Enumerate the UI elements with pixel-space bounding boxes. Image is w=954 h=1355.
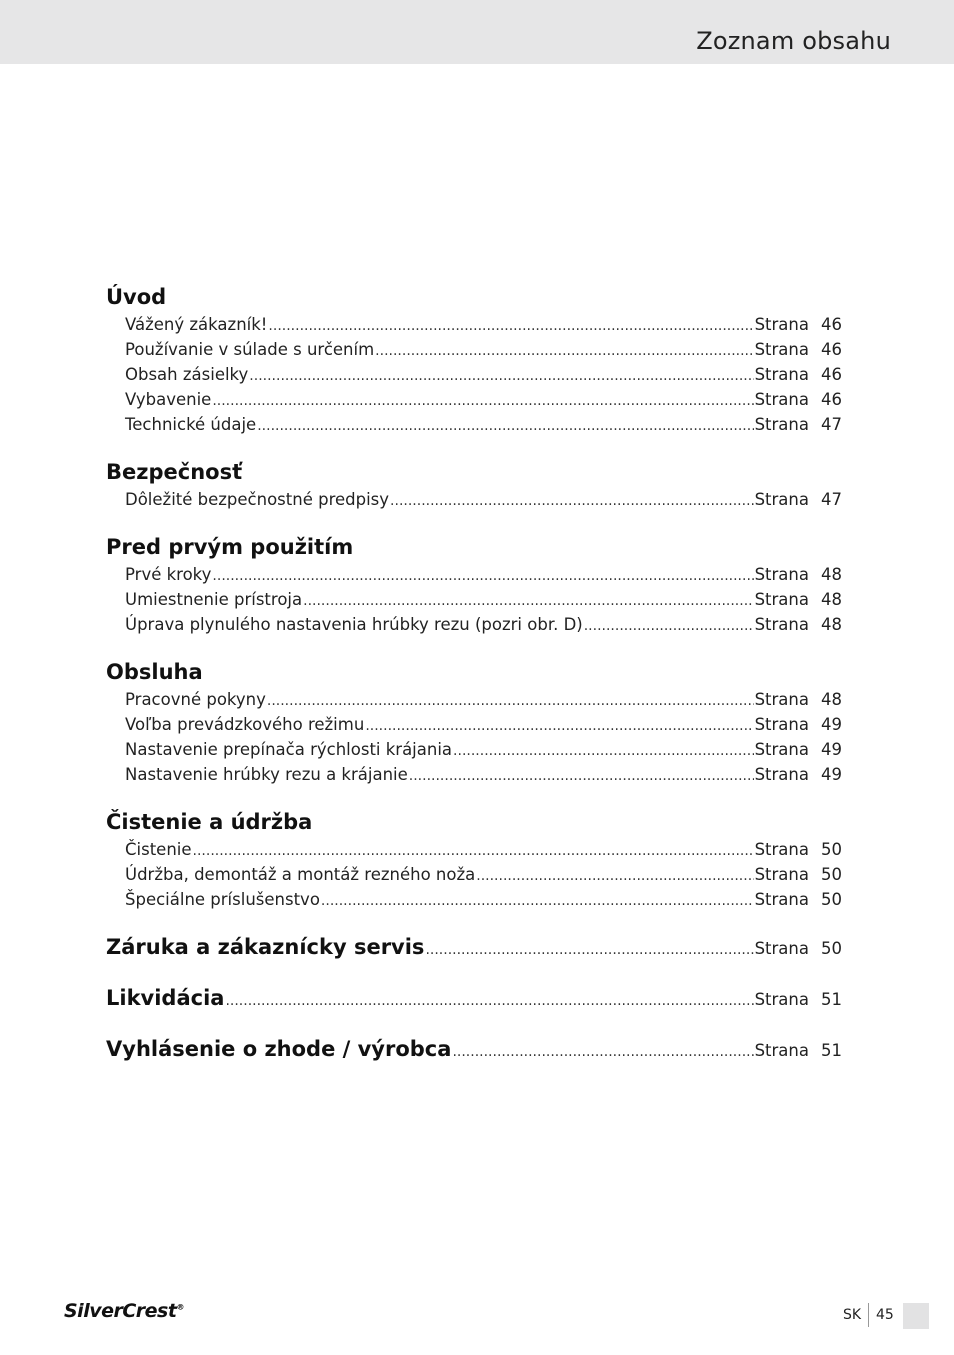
toc-entry[interactable]	[106, 387, 842, 412]
entry-page: 49	[821, 765, 842, 784]
toc-entry[interactable]	[106, 762, 842, 787]
entry-label: Čistenie	[125, 840, 192, 859]
dot-leader	[584, 614, 754, 639]
strana-label: Strana	[754, 1041, 809, 1060]
strana-label: Strana	[754, 690, 809, 709]
toc-top-entry-vyhlasenie[interactable]	[106, 1035, 842, 1064]
dot-leader	[257, 414, 753, 439]
toc-section-uvod	[106, 283, 842, 437]
entry-label: Úprava plynulého nastavenia hrúbky rezu (pozri obr. D)	[125, 615, 583, 634]
entry-page: 49	[821, 740, 842, 759]
entry-label: Vybavenie	[125, 390, 212, 409]
dot-leader	[212, 389, 753, 414]
strana-label: Strana	[754, 765, 809, 784]
dot-leader	[267, 689, 754, 714]
entry-page: 51	[821, 1041, 842, 1060]
strana-label: Strana	[754, 415, 809, 434]
toc-entry[interactable]	[106, 362, 842, 387]
dot-leader	[249, 364, 753, 389]
strana-label: Strana	[754, 365, 809, 384]
table-of-contents	[106, 283, 842, 1086]
entry-label: Umiestnenie prístroja	[125, 590, 303, 609]
page-number: 45	[876, 1307, 894, 1323]
entry-page: 48	[821, 690, 842, 709]
entry-page: 47	[821, 415, 842, 434]
dot-leader	[365, 714, 753, 739]
strana-label: Strana	[754, 590, 809, 609]
logo-text: SilverCrest	[64, 1300, 177, 1322]
toc-entry[interactable]	[106, 712, 842, 737]
dot-leader	[303, 589, 753, 614]
strana-label: Strana	[754, 490, 809, 509]
footer-divider	[868, 1303, 869, 1327]
entry-page: 50	[821, 865, 842, 884]
toc-entry[interactable]	[106, 487, 842, 512]
entry-page: 47	[821, 490, 842, 509]
page-title: Zoznam obsahu	[696, 27, 891, 55]
toc-entry[interactable]	[106, 862, 842, 887]
entry-page: 46	[821, 365, 842, 384]
strana-label: Strana	[754, 315, 809, 334]
section-heading: Pred prvým použitím	[106, 535, 354, 559]
entry-label: Pracovné pokyny	[125, 690, 266, 709]
entry-page: 51	[821, 990, 842, 1009]
entry-label: Vážený zákazník!	[125, 315, 268, 334]
entry-page: 50	[821, 939, 842, 958]
language-code: SK	[843, 1307, 862, 1323]
toc-entry[interactable]	[106, 737, 842, 762]
strana-label: Strana	[754, 840, 809, 859]
toc-entry[interactable]	[106, 562, 842, 587]
toc-section-cistenie-a-udrzba	[106, 808, 842, 912]
dot-leader	[390, 489, 754, 514]
silvercrest-logo	[64, 1300, 184, 1322]
dot-leader	[375, 339, 753, 364]
strana-label: Strana	[754, 390, 809, 409]
toc-entry[interactable]	[106, 612, 842, 637]
dot-leader	[268, 314, 753, 339]
toc-entry[interactable]	[106, 412, 842, 437]
entry-page: 46	[821, 390, 842, 409]
page-tab-marker	[903, 1303, 929, 1329]
entry-label: Technické údaje	[125, 415, 257, 434]
dot-leader	[321, 889, 754, 914]
strana-label: Strana	[754, 615, 809, 634]
entry-page: 50	[821, 890, 842, 909]
entry-label: Vyhlásenie o zhode / výrobca	[106, 1037, 452, 1061]
section-heading: Obsluha	[106, 660, 203, 684]
entry-label: Nastavenie hrúbky rezu a krájanie	[125, 765, 408, 784]
dot-leader	[409, 764, 754, 789]
toc-entry[interactable]	[106, 687, 842, 712]
strana-label: Strana	[754, 865, 809, 884]
entry-label: Obsah zásielky	[125, 365, 249, 384]
strana-label: Strana	[754, 939, 809, 958]
dot-leader	[212, 564, 753, 589]
entry-label: Nastavenie prepínača rýchlosti krájania	[125, 740, 453, 759]
entry-page: 46	[821, 315, 842, 334]
section-heading: Bezpečnosť	[106, 460, 243, 484]
entry-label: Záruka a zákaznícky servis	[106, 935, 425, 959]
strana-label: Strana	[754, 340, 809, 359]
entry-label: Používanie v súlade s určením	[125, 340, 375, 359]
dot-leader	[425, 936, 753, 965]
entry-page: 48	[821, 565, 842, 584]
entry-label: Špeciálne príslušenstvo	[125, 890, 320, 909]
dot-leader	[452, 1038, 753, 1067]
strana-label: Strana	[754, 890, 809, 909]
toc-top-entry-zaruka[interactable]	[106, 933, 842, 962]
entry-label: Likvidácia	[106, 986, 225, 1010]
entry-label: Údržba, demontáž a montáž rezného noža	[125, 865, 476, 884]
strana-label: Strana	[754, 715, 809, 734]
entry-label: Dôležité bezpečnostné predpisy	[125, 490, 390, 509]
toc-entry[interactable]	[106, 587, 842, 612]
registered-mark: ®	[176, 1302, 184, 1312]
entry-page: 48	[821, 590, 842, 609]
toc-entry[interactable]	[106, 887, 842, 912]
strana-label: Strana	[754, 990, 809, 1009]
toc-entry[interactable]	[106, 837, 842, 862]
toc-entry[interactable]	[106, 337, 842, 362]
dot-leader	[193, 839, 754, 864]
entry-page: 48	[821, 615, 842, 634]
section-heading: Úvod	[106, 285, 167, 309]
entry-label: Prvé kroky	[125, 565, 212, 584]
entry-label: Voľba prevádzkového režimu	[125, 715, 365, 734]
strana-label: Strana	[754, 565, 809, 584]
dot-leader	[225, 987, 753, 1016]
toc-section-pred-prvym-pouzitim	[106, 533, 842, 637]
dot-leader	[476, 864, 753, 889]
toc-entry[interactable]	[106, 312, 842, 337]
toc-section-bezpecnost	[106, 458, 842, 512]
dot-leader	[453, 739, 754, 764]
section-heading: Čistenie a údržba	[106, 810, 313, 834]
toc-section-obsluha	[106, 658, 842, 787]
entry-page: 46	[821, 340, 842, 359]
entry-page: 50	[821, 840, 842, 859]
toc-top-entry-likvidacia[interactable]	[106, 984, 842, 1013]
strana-label: Strana	[754, 740, 809, 759]
entry-page: 49	[821, 715, 842, 734]
